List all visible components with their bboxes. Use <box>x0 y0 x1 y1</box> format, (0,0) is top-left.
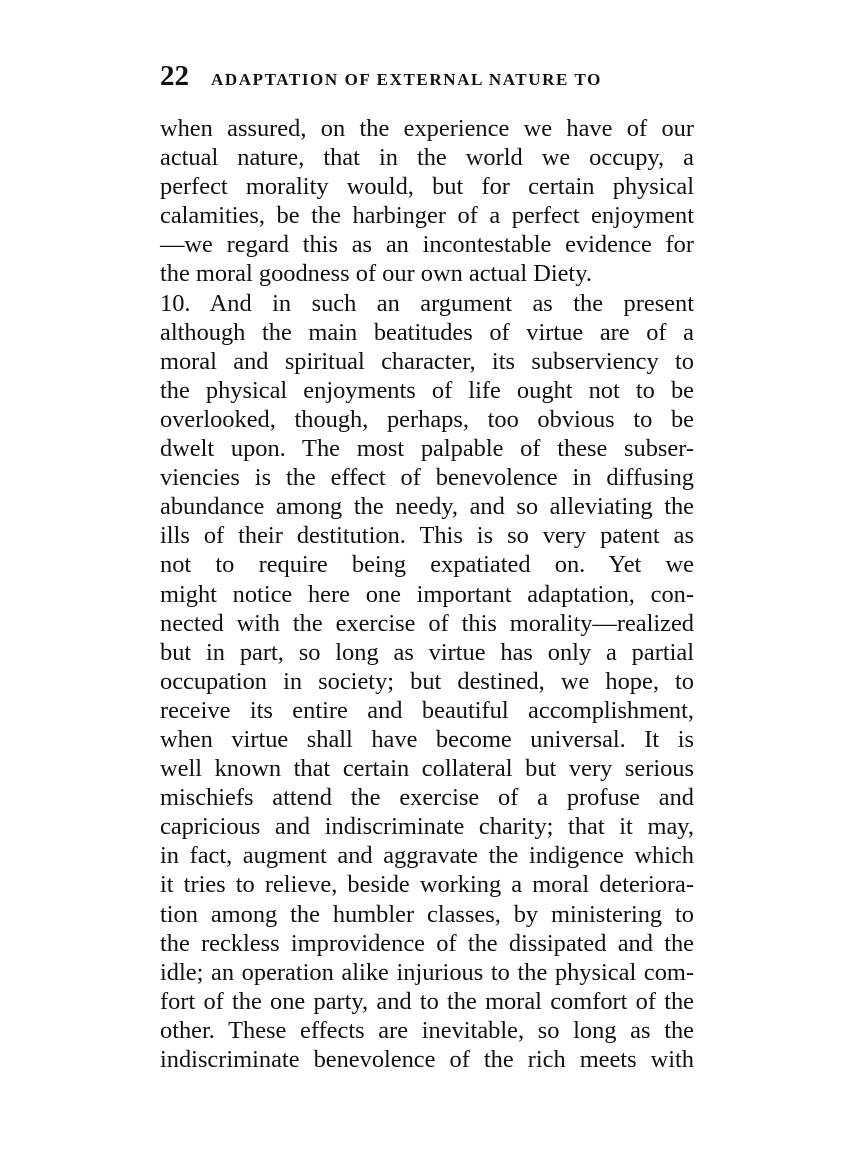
text-line: nected with the exercise of this morality—realized <box>160 609 694 637</box>
text-line: when virtue shall have become universal. It is <box>160 725 694 753</box>
text-line: in fact, augment and aggravate the indigence which <box>160 842 694 870</box>
text-line: the reckless improvidence of the dissipated and the <box>160 929 694 957</box>
text-line: viencies is the effect of benevolence in diffusing <box>160 464 694 492</box>
text-line: when assured, on the experience we have of our <box>160 115 694 142</box>
text-line: overlooked, though, perhaps, too obvious to be <box>160 405 694 433</box>
text-line: calamities, be the harbinger of a perfect enjoyment <box>160 202 694 230</box>
text-line: the physical enjoyments of life ought not to be <box>160 376 694 404</box>
text-line: moral and spiritual character, its subserviency to <box>160 347 694 375</box>
text-line: it tries to relieve, beside working a moral deteriora- <box>160 871 694 899</box>
text-line: mischiefs attend the exercise of a profuse and <box>160 784 694 812</box>
text-line: receive its entire and beautiful accomplishment, <box>160 696 694 724</box>
text-line: occupation in society; but destined, we hope, to <box>160 667 694 695</box>
text-line: capricious and indiscriminate charity; that it may, <box>160 813 694 841</box>
text-line: but in part, so long as virtue has only a partial <box>160 638 694 666</box>
text-line: fort of the one party, and to the moral comfort of the <box>160 987 694 1015</box>
text-line: although the main beatitudes of virtue are of a <box>160 318 694 346</box>
text-line: might notice here one important adaptation, con- <box>160 580 694 608</box>
running-title: ADAPTATION OF EXTERNAL NATURE TO <box>211 70 602 89</box>
text-line: other. These effects are inevitable, so long as the <box>160 1016 694 1044</box>
text-line: idle; an operation alike injurious to the physical com- <box>160 958 694 986</box>
text-line: —we regard this as an incontestable evidence for <box>160 231 694 259</box>
text-line: not to require being expatiated on. Yet we <box>160 551 694 579</box>
text-line: indiscriminate benevolence of the rich meets with <box>160 1046 694 1073</box>
text-line: well known that certain collateral but very serious <box>160 755 694 783</box>
text-line: the moral goodness of our own actual Diety. <box>160 260 592 288</box>
text-line: ills of their destitution. This is so very patent as <box>160 522 694 550</box>
text-line: dwelt upon. The most palpable of these subser- <box>160 435 694 463</box>
text-line: actual nature, that in the world we occupy, a <box>160 144 694 172</box>
body-text <box>160 114 694 1074</box>
running-head <box>160 60 700 96</box>
paragraph-start-line: 10. And in such an argument as the present <box>160 289 694 317</box>
text-line: tion among the humbler classes, by ministering to <box>160 900 694 928</box>
text-line: perfect morality would, but for certain physical <box>160 173 694 201</box>
text-line: abundance among the needy, and so alleviating the <box>160 493 694 521</box>
page-number: 22 <box>160 60 189 92</box>
